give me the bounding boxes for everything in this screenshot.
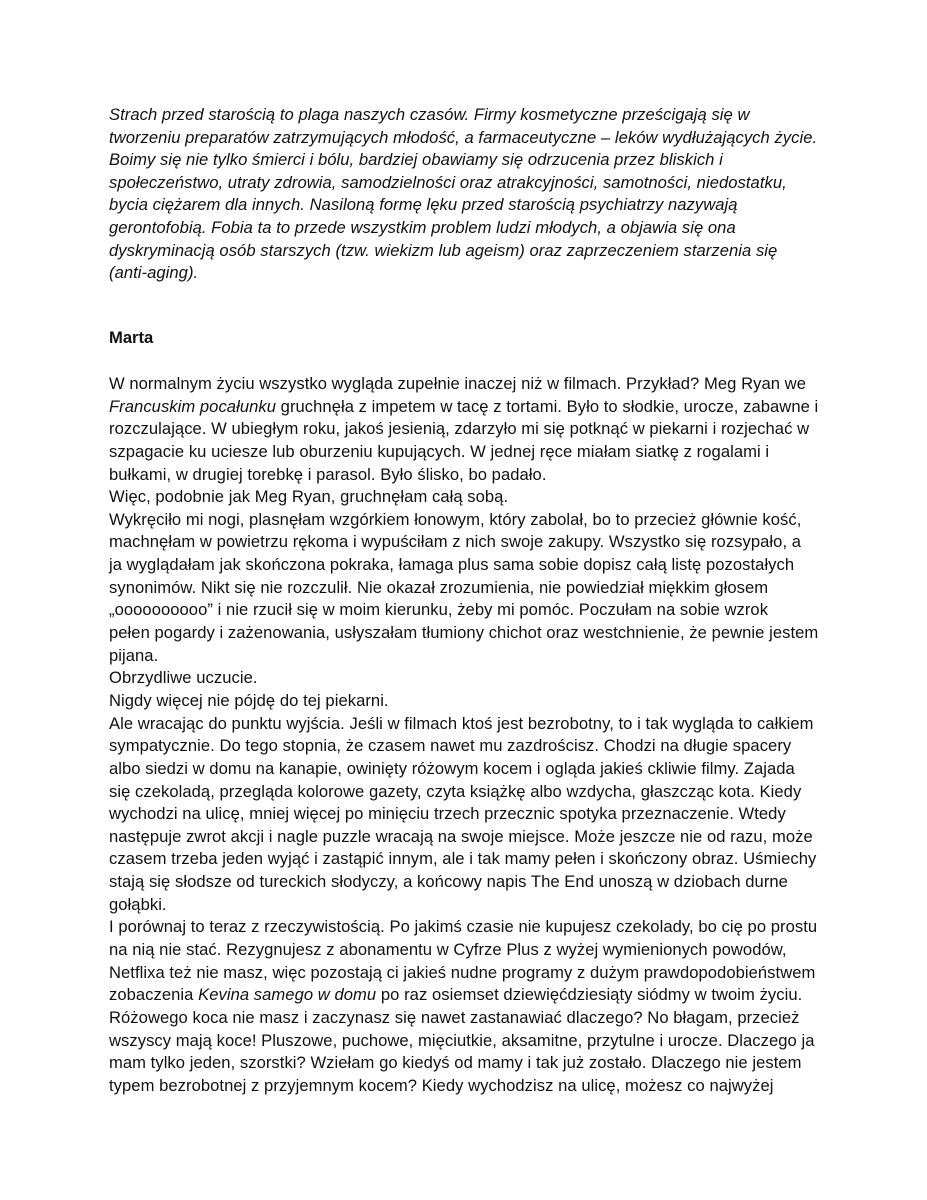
- story-line: Więc, podobnie jak Meg Ryan, gruchnęłam całą sobą.: [109, 487, 509, 507]
- story-line: Ale wracając do punktu wyjścia. Jeśli w filmach ktoś jest bezrobotny, to i tak wygląda to całkiem: [109, 713, 814, 733]
- story-line-rest: gruchnęła z impetem w tacę z tortami. Było to słodkie, urocze, zabawne i: [276, 396, 819, 416]
- story-line: W normalnym życiu wszystko wygląda zupełnie inaczej niż w filmach. Przykład? Meg Ryan we: [109, 374, 806, 393]
- story-line: gołąbki.: [109, 894, 167, 914]
- story-line: synonimów. Nikt się nie rozczulił. Nie okazał zrozumienia, nie powiedział miękkim głosem: [109, 577, 769, 597]
- story-line: [109, 396, 834, 419]
- intro-line: Strach przed starością to plaga naszych czasów. Firmy kosmetyczne prześcigają się w: [109, 105, 750, 124]
- story-line: [109, 984, 834, 1007]
- story-body: [109, 373, 834, 1098]
- story-line: stają się słodsze od tureckich słodyczy, a końcowy napis The End unoszą w dziobach durne: [109, 872, 788, 892]
- story-line: rozczulające. W ubiegłym roku, jakoś jesienią, zdarzyło mi się potknąć w piekarni i rozjechać w: [109, 419, 810, 439]
- story-line: mam tylko jeden, szorstki? Wziełam go kiedyś od mamy i tak już zostało. Dlaczego nie jestem: [109, 1053, 802, 1073]
- story-line: machnęłam w powietrzu rękoma i wypuściłam z nich swoje zakupy. Wszystko się rozsypało, a: [109, 532, 802, 552]
- intro-line: Boimy się nie tylko śmierci i bólu, bardziej obawiamy się odrzucenia przez bliskich i: [109, 150, 723, 170]
- section-heading: Marta: [109, 328, 154, 347]
- story-line: czasem trzeba jeden wyjąć i zastąpić innym, ale i tak mamy pełen i skończony obraz. Uśmiechy: [109, 849, 817, 869]
- story-line: Różowego koca nie masz i zaczynasz się nawet zastanawiać dlaczego? No błagam, przecież: [109, 1007, 800, 1027]
- story-line: albo siedzi w domu na kanapie, owinięty różowym kocem i ogląda jakieś ckliwie filmy. Zajada: [109, 758, 795, 778]
- story-line: Obrzydliwe uczucie.: [109, 668, 258, 688]
- intro-line: bycia ciężarem dla innych. Nasiloną formę lęku przed starością psychiatrzy nazywają: [109, 195, 738, 215]
- film-title: Kevina samego w domu: [198, 985, 377, 1005]
- intro-line: tworzeniu preparatów zatrzymujących młodość, a farmaceutyczne – leków wydłużających życie.: [109, 127, 818, 147]
- story-line: następuje zwrot akcji i nagle puzzle wracają na swoje miejsce. Może jeszcze nie od razu, może: [109, 826, 813, 846]
- story-line-pre: zobaczenia: [109, 985, 199, 1005]
- story-line: wszyscy mają koce! Pluszowe, puchowe, mięciutkie, aksamitne, przytulne i urocze. Dlaczego ja: [109, 1030, 815, 1050]
- story-line-rest: po raz osiemset dziewięćdziesiąty siódmy w twoim życiu.: [376, 985, 803, 1005]
- intro-line: gerontofobią. Fobia ta to przede wszystkim problem ludzi młodych, a objawia się ona: [109, 217, 736, 237]
- intro-line: społeczeństwo, utraty zdrowia, samodzielności oraz atrakcyjności, samotności, niedostatku,: [109, 172, 787, 192]
- story-line: Nigdy więcej nie pójdę do tej piekarni.: [109, 690, 389, 710]
- story-line: bułkami, w drugiej torebkę i parasol. Było ślisko, bo padało.: [109, 464, 547, 484]
- story-line: pełen pogardy i zażenowania, usłyszałam tłumiony chichot oraz westchnienie, że pewnie jestem: [109, 623, 819, 643]
- story-line: się czekoladą, przegląda kolorowe gazety, czyta książkę albo wzdycha, głaszcząc kota. Kiedy: [109, 781, 802, 801]
- story-line: wychodzi na ulicę, mniej więcej po minięciu trzech przecznic spotyka przeznaczenie. Wtedy: [109, 804, 786, 824]
- film-title: Francuskim pocałunku: [109, 396, 277, 416]
- intro-line: (anti-aging).: [109, 263, 199, 283]
- story-line: sympatycznie. Do tego stopnia, że czasem nawet mu zazdrościsz. Chodzi na długie spacery: [109, 736, 792, 756]
- story-line: I porównaj to teraz z rzeczywistością. Po jakimś czasie nie kupujesz czekolady, bo cię po prostu: [109, 917, 818, 937]
- story-line: „oooooooooo” i nie rzucił się w moim kierunku, żeby mi pomóc. Poczułam na sobie wzrok: [109, 600, 769, 620]
- story-line: ja wyglądałam jak skończona pokraka, łamaga plus sama sobie dopisz całą listę pozostałych: [109, 555, 795, 575]
- story-line: Wykręciło mi nogi, plasnęłam wzgórkiem łonowym, który zabolał, bo to przecież głównie kość,: [109, 509, 802, 529]
- story-line: pijana.: [109, 645, 159, 665]
- story-line: typem bezrobotnej z przyjemnym kocem? Kiedy wychodzisz na ulicę, możesz co najwyżej: [109, 1075, 774, 1095]
- intro-paragraph: [109, 104, 834, 285]
- story-line: na nią nie stać. Rezygnujesz z abonamentu w Cyfrze Plus z wyżej wymienionych powodów,: [109, 940, 787, 960]
- story-line: Netflixa też nie masz, więc pozostają ci jakieś nudne programy z dużym prawdopodobieństwem: [109, 962, 816, 982]
- story-line: szpagacie ku uciesze lub oburzeniu kupujących. W jednej ręce miałam siatkę z rogalami i: [109, 441, 770, 461]
- intro-line: dyskryminacją osób starszych (tzw. wiekizm lub ageism) oraz zaprzeczeniem starzenia się: [109, 240, 778, 260]
